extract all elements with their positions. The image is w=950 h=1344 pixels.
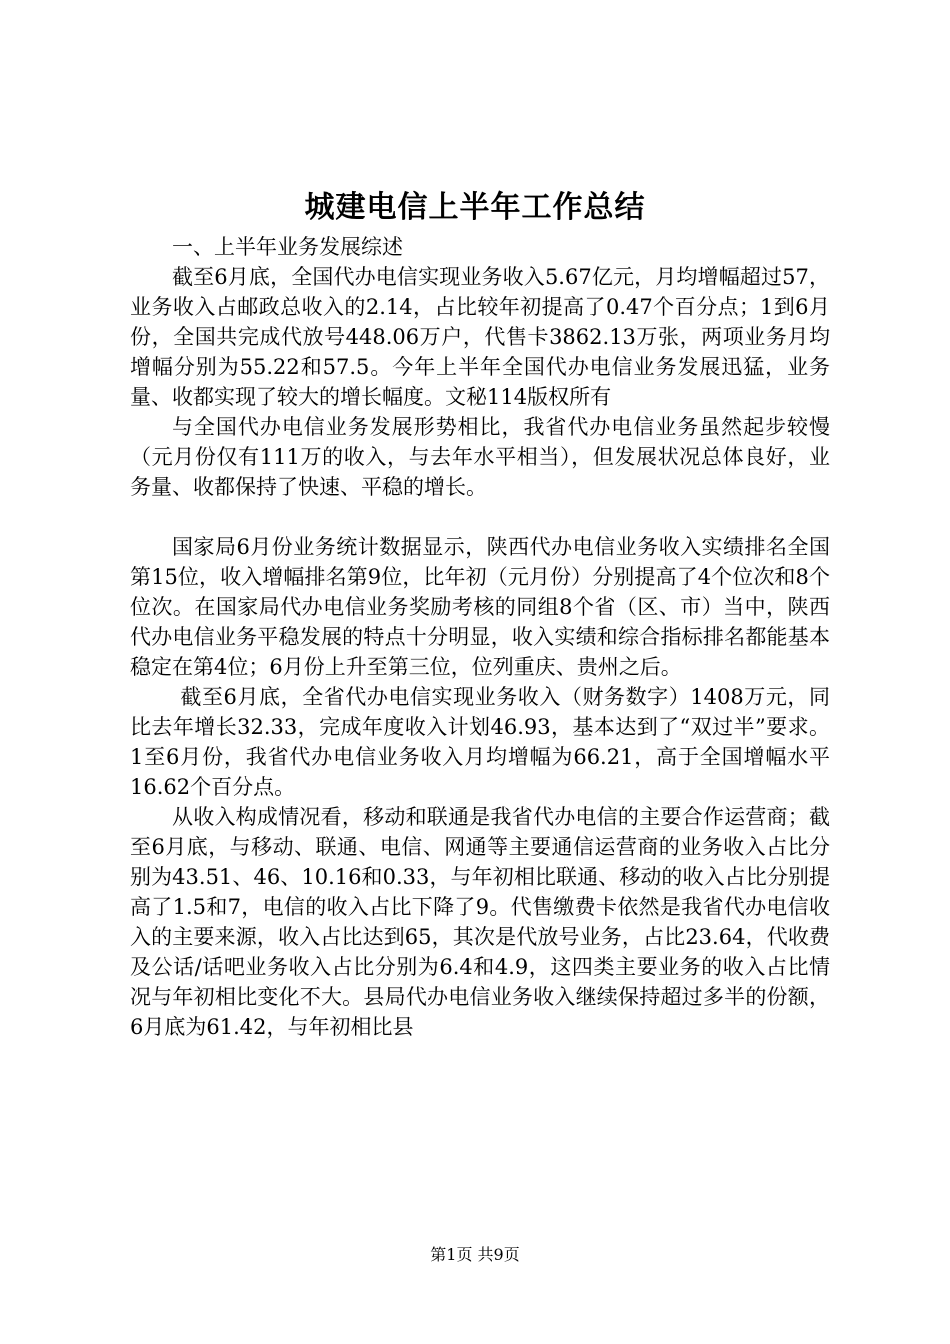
paragraph-province-income: 截至6月底，全省代办电信实现业务收入（财务数字）1408万元，同比去年增长32.33，完成年度收入计划46.93，基本达到了“双过半”要求。1至6月份，我省代办电信业务收入月均增幅为66.21，高于全国增幅水平16.62个百分点。 <box>130 685 830 799</box>
paragraph-province-comparison: 与全国代办电信业务发展形势相比，我省代办电信业务虽然起步较慢（元月份仅有111万的收入，与去年水平相当），但发展状况总体良好，业务量、收都保持了快速、平稳的增长。 <box>130 415 830 499</box>
section-heading: 一、上半年业务发展综述 <box>172 235 403 259</box>
document-title: 城建电信上半年工作总结 <box>304 190 646 225</box>
paragraph-ranking: 国家局6月份业务统计数据显示，陕西代办电信业务收入实绩排名全国第15位，收入增幅排名第9位，比年初（元月份）分别提高了4个位次和8个位次。在国家局代办电信业务奖励考核的同组8个省（区、市）当中，陕西代办电信业务平稳发展的特点十分明显，收入实绩和综合指标排名都能基本稳定在第4位；6月份上升至第三位，位列重庆、贵州之后。 <box>130 535 830 679</box>
paragraph-national-summary: 截至6月底，全国代办电信实现业务收入5.67亿元，月均增幅超过57，业务收入占邮政总收入的2.14，占比较年初提高了0.47个百分点；1到6月份，全国共完成代放号448.06万户，代售卡3862.13万张，两项业务月均增幅分别为55.22和57.5。今年上半年全国代办电信业务发展迅猛，业务量、收都实现了较大的增长幅度。文秘114版权所有 <box>130 265 830 409</box>
page-number-footer: 第1页 共9页 <box>430 1245 520 1264</box>
document-body <box>130 232 830 1042</box>
paragraph-income-structure: 从收入构成情况看，移动和联通是我省代办电信的主要合作运营商；截至6月底，与移动、联通、电信、网通等主要通信运营商的业务收入占比分别为43.51、46、10.16和0.33，与年初相比联通、移动的收入占比分别提高了1.5和7，电信的收入占比下降了9。代售缴费卡依然是我省代办电信收入的主要来源，收入占比达到65，其次是代放号业务，占比23.64，代收费及公话/话吧业务收入占比分别为6.4和4.9，这四类主要业务的收入占比情况与年初相比变化不大。县局代办电信业务收入继续保持超过多半的份额，6月底为61.42，与年初相比县 <box>130 805 830 1039</box>
